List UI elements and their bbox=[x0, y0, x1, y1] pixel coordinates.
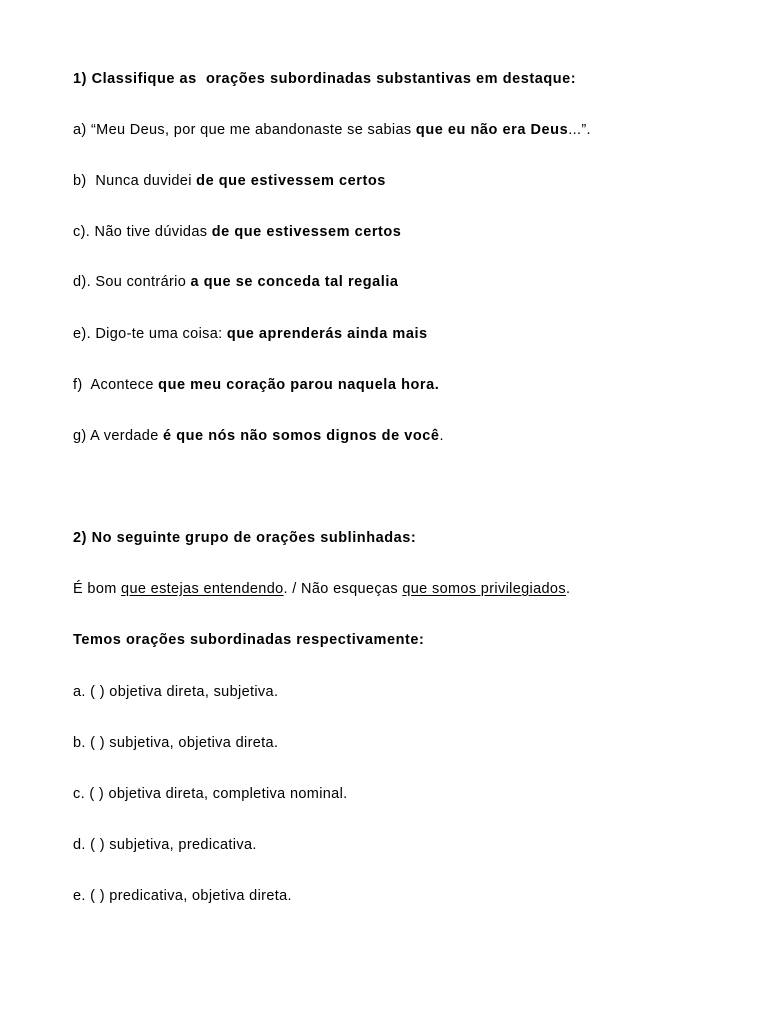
option-a: a. ( ) objetiva direta, subjetiva. bbox=[73, 684, 279, 700]
item-text: f) Acontece bbox=[73, 377, 159, 393]
question-1-item-g bbox=[73, 427, 444, 445]
sentence-part: É bom bbox=[73, 581, 122, 597]
question-1-title: 1) Classifique as orações subordinadas substantivas em destaque: bbox=[73, 71, 577, 87]
underlined-clause-2: que somos privilegiados bbox=[402, 581, 566, 597]
item-text: e). Digo-te uma coisa: bbox=[73, 326, 227, 342]
question-1-item-a bbox=[73, 121, 591, 139]
question-2-prompt: Temos orações subordinadas respectivamente: bbox=[73, 632, 425, 648]
sentence-part: . bbox=[565, 581, 571, 597]
option-c: c. ( ) objetiva direta, completiva nominal. bbox=[73, 786, 348, 802]
underlined-clause-1: que estejas entendendo bbox=[121, 581, 284, 597]
option-b: b. ( ) subjetiva, objetiva direta. bbox=[73, 735, 279, 751]
item-text: g) A verdade bbox=[73, 428, 163, 444]
question-1-item-e bbox=[73, 325, 428, 343]
item-highlight: que meu coração parou naquela hora. bbox=[158, 377, 440, 393]
option-d: d. ( ) subjetiva, predicativa. bbox=[73, 837, 257, 853]
item-highlight: que aprenderás ainda mais bbox=[226, 326, 428, 342]
item-highlight: de que estivessem certos bbox=[211, 224, 402, 240]
item-highlight: de que estivessem certos bbox=[196, 173, 386, 189]
item-highlight: a que se conceda tal regalia bbox=[190, 274, 399, 290]
option-e: e. ( ) predicativa, objetiva direta. bbox=[73, 888, 292, 904]
sentence-part: . / Não esqueças bbox=[283, 581, 403, 597]
item-text: d). Sou contrário bbox=[73, 274, 191, 290]
question-2-title: 2) No seguinte grupo de orações sublinhadas: bbox=[73, 530, 417, 546]
item-highlight: que eu não era Deus bbox=[415, 122, 569, 138]
item-text-end: ...”. bbox=[568, 122, 591, 138]
question-1-item-d bbox=[73, 273, 399, 291]
question-1-item-b bbox=[73, 172, 386, 190]
item-text: c). Não tive dúvidas bbox=[73, 224, 212, 240]
item-text-end: . bbox=[439, 428, 444, 444]
item-text: b) Nunca duvidei bbox=[73, 173, 197, 189]
question-2-sentence bbox=[73, 580, 570, 598]
item-text: a) “Meu Deus, por que me abandonaste se sabias bbox=[73, 122, 416, 138]
item-highlight: é que nós não somos dignos de você bbox=[163, 428, 440, 444]
question-1-item-c bbox=[73, 223, 401, 241]
question-1-item-f bbox=[73, 376, 439, 394]
